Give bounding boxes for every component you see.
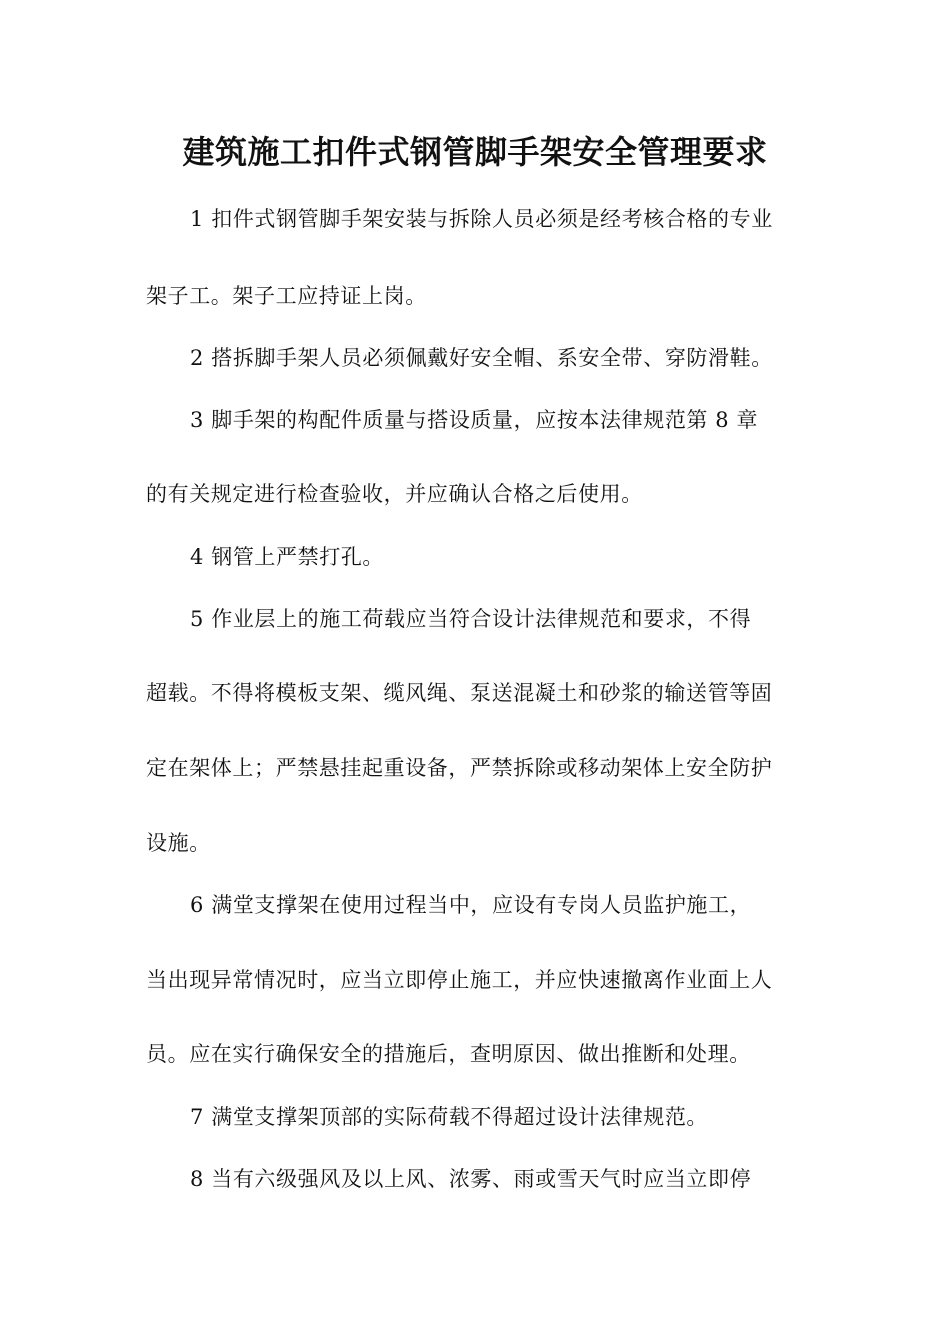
- paragraph-line: 设施。: [146, 831, 211, 855]
- paragraph-line: 超载。不得将模板支架、缆风绳、泵送混凝土和砂浆的输送管等固: [146, 681, 773, 705]
- paragraph-line: 5 作业层上的施工荷载应当符合设计法律规范和要求，不得: [190, 607, 752, 631]
- paragraph-line: 定在架体上；严禁悬挂起重设备，严禁拆除或移动架体上安全防护: [146, 756, 773, 780]
- paragraph-line: 8 当有六级强风及以上风、浓雾、雨或雪天气时应当立即停: [190, 1167, 752, 1191]
- paragraph-line: 当出现异常情况时，应当立即停止施工，并应快速撤离作业面上人: [146, 968, 773, 992]
- paragraph-line: 7 满堂支撑架顶部的实际荷载不得超过设计法律规范。: [190, 1105, 709, 1129]
- paragraph-line: 6 满堂支撑架在使用过程当中，应设有专岗人员监护施工，: [190, 893, 752, 917]
- paragraph-line: 2 搭拆脚手架人员必须佩戴好安全帽、系安全带、穿防滑鞋。: [190, 346, 773, 370]
- paragraph-line: 的有关规定进行检查验收，并应确认合格之后使用。: [146, 482, 643, 506]
- paragraph-line: 3 脚手架的构配件质量与搭设质量，应按本法律规范第 8 章: [190, 408, 759, 432]
- paragraph-line: 4 钢管上严禁打孔。: [190, 545, 385, 569]
- paragraph-line: 架子工。架子工应持证上岗。: [146, 284, 427, 308]
- document-title: 建筑施工扣件式钢管脚手架安全管理要求: [182, 133, 768, 171]
- paragraph-line: 员。应在实行确保安全的措施后，查明原因、做出推断和处理。: [146, 1042, 751, 1066]
- paragraph-line: 1 扣件式钢管脚手架安装与拆除人员必须是经考核合格的专业: [190, 207, 773, 231]
